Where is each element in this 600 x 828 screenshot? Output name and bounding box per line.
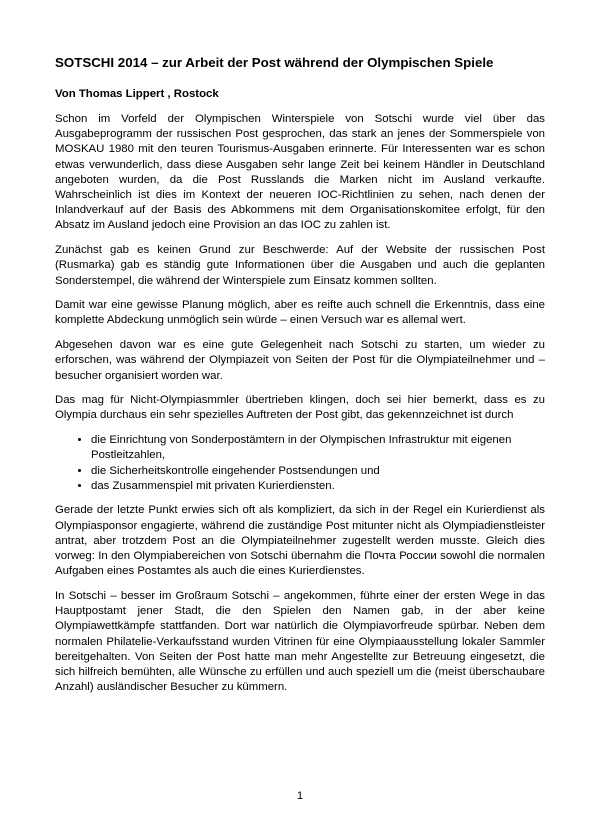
list-item: • die Sicherheitskontrolle eingehender Postsendungen und [91, 464, 545, 479]
list-item: • die Einrichtung von Sonderpostämtern in der Olympischen Infrastruktur mit eigenen Postleitzahlen, [91, 433, 545, 463]
author-byline: Von Thomas Lippert , Rostock [55, 88, 219, 100]
bullet-list [55, 433, 545, 494]
paragraph: In Sotschi – besser im Großraum Sotschi – angekommen, führte einer der ersten Wege in das Hauptpostamt jener Stadt, die den Spielen den Namen gab, in der aber keine Olympiawettkämpfe stattfanden. Dort war natürlich die Olympiavorfreude spürbar. Neben dem normalen Philatelie-Verkaufsstand wurden Vitrinen für eine Olympiaausstellung lokaler Sammler bereitgehalten. Von Seiten der Post hatte man mehr Angestellte zur Betreuung eingesetzt, die sich hilfreich bemühten, alle Wünsche zu erfüllen und auch speziell um die (meist überschaubare Anzahl) ausländischer Besucher zu kümmern. [55, 589, 545, 694]
paragraph: Abgesehen davon war es eine gute Gelegenheit nach Sotschi zu starten, um wieder zu erforschen, was während der Olympiazeit von Seiten der Post für die Olympiateilnehmer und –besucher organisiert worden war. [55, 339, 545, 382]
document-body [55, 112, 545, 705]
paragraph: Zunächst gab es keinen Grund zur Beschwerde: Auf der Website der russischen Post (Rusmarka) gab es ständig gute Informationen über die Ausgaben und auch die geplanten Sonderstempel, die während der Winterspiele zum Einsatz kommen sollten. [55, 244, 545, 287]
paragraph: Gerade der letzte Punkt erwies sich oft als kompliziert, da sich in der Regel ein Kurierdienst als Olympiasponsor engagierte, während die zuständige Post mitunter nicht als Olympiadienstleister antrat, aber trotzdem Post an die Olympiateilnehmer zugestellt werden musste. Gleich dies vorweg: In den Olympiabereichen von Sotschi übernahm die Почта России sowohl die normalen Aufgaben eines Postamtes als auch die eines Kurierdienstes. [55, 504, 545, 578]
paragraph: Damit war eine gewisse Planung möglich, aber es reifte auch schnell die Erkenntnis, dass eine komplette Abdeckung unmöglich sein würde – einen Versuch war es allemal wert. [55, 299, 545, 327]
paragraph: Schon im Vorfeld der Olympischen Winterspiele von Sotschi wurde viel über das Ausgabeprogramm der russischen Post gesprochen, das stark an jenes der Sommerspiele von MOSKAU 1980 mit den teuren Tourismus-Ausgaben erinnerte. Für Interessenten war es schon etwas verwunderlich, dass diese Ausgaben sehr lange Zeit bei keinem Händler in Deutschland angeboten wurden, da die Post Russlands die Marken nicht im Ausland verkaufte. Wahrscheinlich ist dies im Kontext der neueren IOC-Richtlinien zu sehen, nach denen der Inlandverkauf auf der Basis des Abkommens mit dem Organisationskomitee erfolgt, für den Absatz im Ausland jedoch eine Provision an das IOC zu zahlen ist. [55, 113, 545, 232]
list-item: • das Zusammenspiel mit privaten Kurierdiensten. [91, 479, 545, 494]
page-number: 1 [296, 790, 304, 802]
paragraph: Das mag für Nicht-Olympiasmmler übertrieben klingen, doch sei hier bemerkt, dass es zu Olympia durchaus ein sehr spezielles Auftreten der Post gibt, das gekennzeichnet ist durch [55, 394, 545, 422]
document-title: SOTSCHI 2014 – zur Arbeit der Post während der Olympischen Spiele [55, 55, 494, 70]
